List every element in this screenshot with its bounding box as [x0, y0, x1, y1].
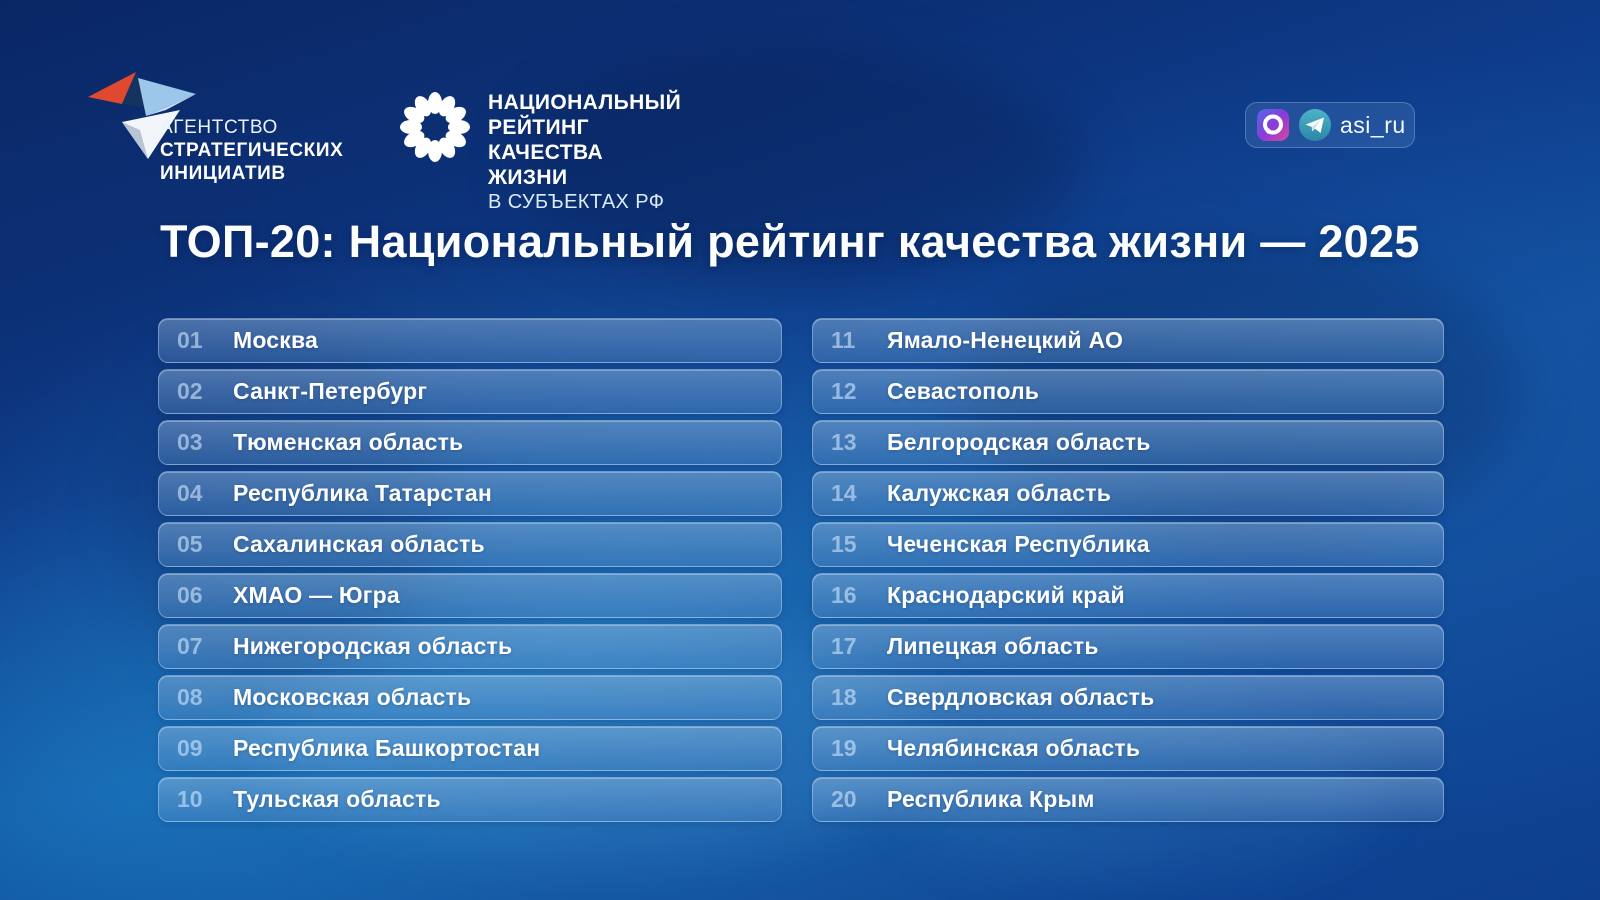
rank-number: 06 [177, 582, 203, 608]
region-name: Нижегородская область [233, 633, 513, 659]
ranking-column-left [158, 318, 782, 828]
region-name: Калужская область [887, 480, 1112, 506]
ranking-row [812, 777, 1444, 822]
region-name: Тюменская область [233, 429, 464, 455]
region-name: Липецкая область [887, 633, 1099, 659]
region-name: Московская область [233, 684, 472, 710]
rank-number: 13 [831, 429, 857, 455]
rank-number: 07 [177, 633, 203, 659]
region-name: ХМАО — Югра [233, 582, 400, 608]
region-name: Севастополь [887, 378, 1040, 404]
ranking-row [812, 369, 1444, 414]
region-name: Белгородская область [887, 429, 1151, 455]
rating-text-line2: КАЧЕСТВА ЖИЗНИ [488, 141, 604, 189]
ranking-row [812, 675, 1444, 720]
social-handle[interactable]: asi_ru [1340, 111, 1406, 138]
region-name: Санкт-Петербург [233, 378, 428, 404]
rank-number: 02 [177, 378, 203, 404]
rank-number: 18 [831, 684, 857, 710]
asi-text-line3: ИНИЦИАТИВ [160, 163, 286, 184]
asi-logo-text [160, 116, 343, 185]
ranking-row [812, 420, 1444, 465]
ranking-row [158, 777, 782, 822]
ranking-row [812, 318, 1444, 363]
ranking-row [158, 420, 782, 465]
rating-text-line3: В СУБЪЕКТАХ РФ [488, 191, 665, 213]
ranking-row [812, 522, 1444, 567]
region-name: Свердловская область [887, 684, 1155, 710]
region-name: Сахалинская область [233, 531, 485, 557]
region-name: Республика Башкортостан [233, 735, 541, 761]
ranking-row [158, 726, 782, 771]
rank-number: 11 [831, 327, 856, 353]
rank-number: 17 [831, 633, 857, 659]
asi-text-line2: СТРАТЕГИЧЕСКИХ [160, 140, 344, 161]
rank-number: 04 [177, 480, 203, 506]
region-name: Ямало-Ненецкий АО [887, 327, 1124, 353]
rank-number: 01 [177, 327, 203, 353]
region-name: Чеченская Республика [887, 531, 1150, 557]
region-name: Республика Татарстан [233, 480, 492, 506]
ranking-column-right [812, 318, 1444, 828]
rank-number: 05 [177, 531, 203, 557]
ranking-row [812, 471, 1444, 516]
region-name: Краснодарский край [887, 582, 1125, 608]
ranking-row [158, 522, 782, 567]
social-badge [1245, 102, 1415, 148]
telegram-icon[interactable] [1298, 108, 1332, 142]
ranking-row [158, 573, 782, 618]
region-name: Москва [233, 327, 319, 353]
ranking-row [812, 624, 1444, 669]
rank-number: 19 [831, 735, 857, 761]
region-name: Республика Крым [887, 786, 1095, 812]
ranking-row [158, 471, 782, 516]
rank-number: 15 [831, 531, 857, 557]
rank-number: 03 [177, 429, 203, 455]
max-messenger-icon[interactable] [1256, 108, 1290, 142]
page-title: ТОП-20: Национальный рейтинг качества жизни — 2025 [160, 216, 1420, 267]
rating-logo-text [488, 90, 681, 215]
asi-text-line1: АГЕНТСТВО [160, 117, 278, 138]
rank-number: 20 [831, 786, 857, 812]
flower-petals-icon [398, 90, 472, 164]
ranking-row [158, 318, 782, 363]
rank-number: 16 [831, 582, 857, 608]
ranking-row [812, 573, 1444, 618]
asi-logo [82, 64, 412, 194]
ranking-row [158, 624, 782, 669]
region-name: Челябинская область [887, 735, 1141, 761]
rating-text-line1: НАЦИОНАЛЬНЫЙ РЕЙТИНГ [488, 91, 682, 139]
ranking-row [812, 726, 1444, 771]
rank-number: 08 [177, 684, 203, 710]
region-name: Тульская область [233, 786, 441, 812]
rank-number: 12 [831, 378, 857, 404]
ranking-row [158, 675, 782, 720]
ranking-row [158, 369, 782, 414]
rank-number: 10 [177, 786, 203, 812]
rank-number: 09 [177, 735, 203, 761]
rank-number: 14 [831, 480, 857, 506]
